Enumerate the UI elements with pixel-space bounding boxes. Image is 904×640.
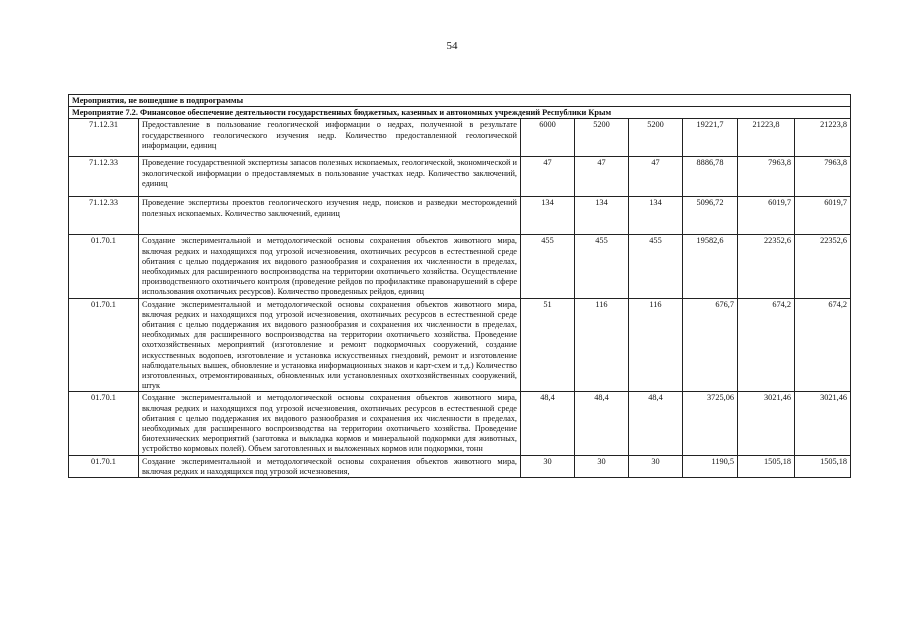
- table-row: [69, 392, 851, 455]
- row-value-1: 30: [521, 455, 575, 477]
- row-value-4: 1190,5: [683, 455, 738, 477]
- row-code: 01.70.1: [69, 235, 139, 298]
- table-row: [69, 157, 851, 197]
- row-value-1: 51: [521, 298, 575, 392]
- row-value-2: 116: [575, 298, 629, 392]
- row-value-2: 455: [575, 235, 629, 298]
- row-value-2: 30: [575, 455, 629, 477]
- row-value-2: 134: [575, 197, 629, 235]
- row-value-2: 48,4: [575, 392, 629, 455]
- row-value-3: 116: [629, 298, 683, 392]
- table-row: [69, 235, 851, 298]
- row-value-6: 22352,6: [795, 235, 851, 298]
- page-number: 54: [446, 40, 458, 52]
- row-value-5: 3021,46: [738, 392, 795, 455]
- row-value-5: 1505,18: [738, 455, 795, 477]
- row-value-4: 8886,78: [683, 157, 738, 197]
- row-value-2: 47: [575, 157, 629, 197]
- row-value-4: 19582,6: [683, 235, 738, 298]
- row-description: Создание экспериментальной и методологической основы сохранения объектов животного мира, включая редких и находящихся под угрозой исчезновения, охотничьих ресурсов в естественной среде обитания с целью поддержания их видового разнообразия и сохранения их численности в пределах, необходимых для расширенного воспроизводства на территории охотничьего хозяйства. Проведение биотехнических мероприятий (заготовка и выкладка кормов и минеральной подкормки для животных, устройство кормовых полей). Объем заготовленных и выложенных кормов или подкормки, тонн: [139, 392, 521, 455]
- row-code: 71.12.33: [69, 157, 139, 197]
- row-value-5: 6019,7: [738, 197, 795, 235]
- section-header: Мероприятия, не вошедшие в подпрограммы: [69, 95, 851, 107]
- row-description: Создание экспериментальной и методологической основы сохранения объектов животного мира, включая редких и находящихся под угрозой исчезновения,: [139, 455, 521, 477]
- subsection-header-row: [69, 107, 851, 119]
- subsection-header: Мероприятие 7.2. Финансовое обеспечение деятельности государственных бюджетных, казенных и автономных учреждений Республики Крым: [69, 107, 851, 119]
- row-code: 71.12.31: [69, 119, 139, 157]
- row-code: 01.70.1: [69, 455, 139, 477]
- row-value-4: 5096,72: [683, 197, 738, 235]
- row-value-6: 674,2: [795, 298, 851, 392]
- row-value-6: 6019,7: [795, 197, 851, 235]
- table-row: [69, 298, 851, 392]
- row-code: 01.70.1: [69, 392, 139, 455]
- table-row: [69, 455, 851, 477]
- row-value-3: 134: [629, 197, 683, 235]
- row-value-1: 47: [521, 157, 575, 197]
- row-value-6: 7963,8: [795, 157, 851, 197]
- row-value-2: 5200: [575, 119, 629, 157]
- row-value-4: 676,7: [683, 298, 738, 392]
- row-value-1: 455: [521, 235, 575, 298]
- row-description: Проведение государственной экспертизы запасов полезных ископаемых, геологической, экономической и экологической информации о предоставляемых в пользование участках недр. Количество заключений, единиц: [139, 157, 521, 197]
- row-value-5: 674,2: [738, 298, 795, 392]
- row-value-6: 1505,18: [795, 455, 851, 477]
- row-description: Создание экспериментальной и методологической основы сохранения объектов животного мира, включая редких и находящихся под угрозой исчезновения, охотничьих ресурсов в естественной среде обитания с целью поддержания их видового разнообразия и сохранения их численности в пределах, необходимых для расширенного воспроизводства на территории охотничьего хозяйства. Проведение охотхозяйственных мероприятий (изготовление и ремонт подкормочных сооружений, создание искусственных водопоев, изготовление и установка искусственных гнездовий, ремонт и изготовление наблюдательных вышек, обновление и установка информационных знаков и карт-схем и т.д.) Количество изготовленных, отремонтированных, обновленных или установленных охотхозяйственных сооружений, штук: [139, 298, 521, 392]
- row-value-3: 48,4: [629, 392, 683, 455]
- row-description: Предоставление в пользование геологической информации о недрах, полученной в результате государственного геологического изучения недр. Количество предоставленной геологической информации, единиц: [139, 119, 521, 157]
- section-header-row: [69, 95, 851, 107]
- row-code: 71.12.33: [69, 197, 139, 235]
- row-value-3: 47: [629, 157, 683, 197]
- row-description: Создание экспериментальной и методологической основы сохранения объектов животного мира, включая редких и находящихся под угрозой исчезновения, охотничьих ресурсов в естественной среде обитания с целью поддержания их видового разнообразия и сохранения их численности в пределах, необходимых для расширенного воспроизводства на территории охотничьего хозяйства. Осуществление производственного охотничьего контроля (проведение рейдов по профилактике правонарушений в сфере использования охотничьих ресурсов). Количество проведенных рейдов, единиц: [139, 235, 521, 298]
- row-value-5: 22352,6: [738, 235, 795, 298]
- row-value-3: 5200: [629, 119, 683, 157]
- row-value-3: 455: [629, 235, 683, 298]
- row-value-5: 21223,8: [738, 119, 795, 157]
- row-value-3: 30: [629, 455, 683, 477]
- row-value-6: 3021,46: [795, 392, 851, 455]
- row-value-1: 134: [521, 197, 575, 235]
- row-description: Проведение экспертизы проектов геологического изучения недр, поисков и разведки месторождений полезных ископаемых. Количество заключений, единиц: [139, 197, 521, 235]
- row-value-4: 19221,7: [683, 119, 738, 157]
- table-row: [69, 197, 851, 235]
- row-code: 01.70.1: [69, 298, 139, 392]
- measures-table: [68, 94, 851, 478]
- row-value-6: 21223,8: [795, 119, 851, 157]
- row-value-1: 48,4: [521, 392, 575, 455]
- table-row: [69, 119, 851, 157]
- row-value-1: 6000: [521, 119, 575, 157]
- row-value-4: 3725,06: [683, 392, 738, 455]
- row-value-5: 7963,8: [738, 157, 795, 197]
